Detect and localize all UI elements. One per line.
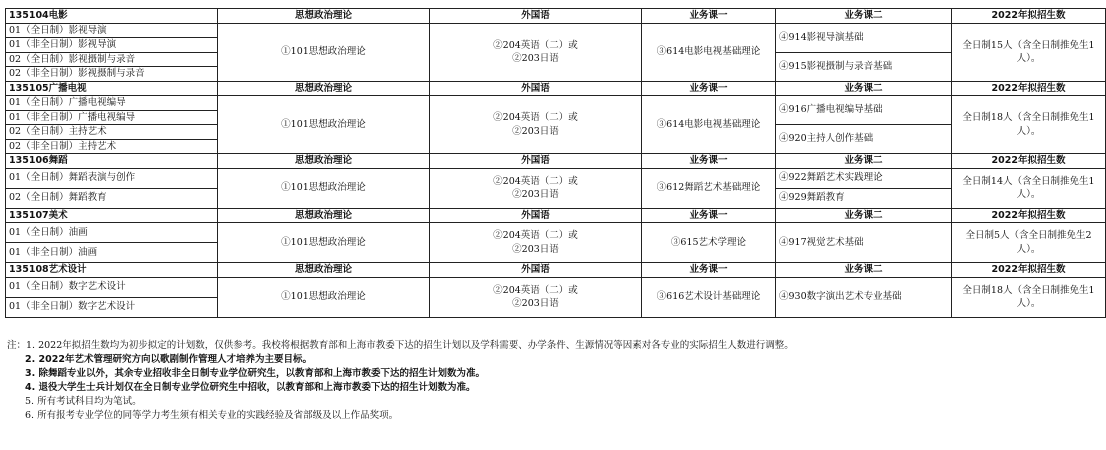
header-course-2: 业务课二	[776, 9, 952, 24]
direction-cell: 01（全日制）广播电视编导	[6, 96, 218, 111]
header-course-2: 业务课二	[776, 154, 952, 169]
foreign-language-option-1: ②204英语（二）或	[493, 284, 578, 296]
header-enrollment: 2022年拟招生数	[952, 154, 1106, 169]
course-2-cell: ④917视觉艺术基础	[776, 223, 952, 263]
header-politics: 思想政治理论	[218, 9, 430, 24]
header-politics: 思想政治理论	[218, 208, 430, 223]
politics-cell: ①101思想政治理论	[218, 23, 430, 81]
direction-cell: 01（全日制）影视导演	[6, 23, 218, 38]
foreign-language-option-1: ②204英语（二）或	[493, 230, 578, 241]
note-5: 5. 所有考试科目均为笔试。	[25, 396, 142, 407]
section-header-row	[6, 154, 1106, 169]
notes-block	[7, 339, 913, 423]
enrollment-cell: 全日制18人（含全日制推免生1人）。	[952, 96, 1106, 154]
program-code: 135108艺术设计	[6, 263, 218, 278]
course-1-cell: ③612舞蹈艺术基础理论	[642, 168, 776, 208]
direction-cell: 01（非全日制）油画	[6, 243, 218, 263]
header-course-2: 业务课二	[776, 263, 952, 278]
politics-cell: ①101思想政治理论	[218, 168, 430, 208]
foreign-language-cell	[430, 96, 642, 154]
course-1-cell: ③616艺术设计基础理论	[642, 277, 776, 317]
note-3: 3. 除舞蹈专业以外，其余专业招收非全日制专业学位研究生，以教育部和上海市教委下达的招生计划数为准。	[25, 368, 486, 379]
header-course-1: 业务课一	[642, 208, 776, 223]
direction-cell: 01（全日制）数字艺术设计	[6, 277, 218, 297]
header-politics: 思想政治理论	[218, 263, 430, 278]
header-politics: 思想政治理论	[218, 81, 430, 96]
course-1-cell: ③615艺术学理论	[642, 223, 776, 263]
header-enrollment: 2022年拟招生数	[952, 263, 1106, 278]
foreign-language-option-2: ②203日语	[512, 243, 559, 255]
direction-cell: 02（全日制）主持艺术	[6, 125, 218, 140]
header-foreign-language: 外国语	[430, 154, 642, 169]
table-row	[6, 168, 1106, 188]
direction-cell: 01（全日制）油画	[6, 223, 218, 243]
section-header-row	[6, 263, 1106, 278]
program-code: 135104电影	[6, 9, 218, 24]
header-foreign-language: 外国语	[430, 9, 642, 24]
header-course-2: 业务课二	[776, 208, 952, 223]
note-4: 4. 退役大学生士兵计划仅在全日制专业学位研究生中招收，以教育部和上海市教委下达的招生计划数为准。	[25, 382, 476, 393]
direction-cell: 01（非全日制）数字艺术设计	[6, 297, 218, 317]
foreign-language-option-2: ②203日语	[512, 125, 559, 137]
foreign-language-option-2: ②203日语	[512, 53, 559, 64]
course-2-cell: ④916广播电视编导基础	[776, 96, 952, 125]
header-enrollment: 2022年拟招生数	[952, 81, 1106, 96]
foreign-language-option-1: ②204英语（二）或	[493, 112, 578, 123]
header-course-1: 业务课一	[642, 9, 776, 24]
table-row	[6, 23, 1106, 38]
course-2-cell: ④914影视导演基础	[776, 23, 952, 52]
foreign-language-option-2: ②203日语	[512, 298, 559, 309]
politics-cell: ①101思想政治理论	[218, 223, 430, 263]
section-header-row	[6, 208, 1106, 223]
header-politics: 思想政治理论	[218, 154, 430, 169]
enrollment-cell: 全日制18人（含全日制推免生1人）。	[952, 277, 1106, 317]
course-2-cell: ④922舞蹈艺术实践理论	[776, 168, 952, 188]
foreign-language-cell	[430, 277, 642, 317]
section-header-row	[6, 81, 1106, 96]
foreign-language-option-1: ②204英语（二）或	[493, 39, 578, 51]
enrollment-cell: 全日制5人（含全日制推免生2人）。	[952, 223, 1106, 263]
direction-cell: 02（非全日制）主持艺术	[6, 139, 218, 154]
enrollment-cell: 全日制14人（含全日制推免生1人）。	[952, 168, 1106, 208]
program-code: 135107美术	[6, 208, 218, 223]
foreign-language-cell	[430, 223, 642, 263]
header-foreign-language: 外国语	[430, 208, 642, 223]
admissions-table	[5, 8, 1106, 318]
program-code: 135106舞蹈	[6, 154, 218, 169]
course-2-cell: ④920主持人创作基础	[776, 125, 952, 154]
enrollment-cell: 全日制15人（含全日制推免生1人）。	[952, 23, 1106, 81]
header-course-1: 业务课一	[642, 81, 776, 96]
table-row	[6, 223, 1106, 243]
foreign-language-option-2: ②203日语	[512, 189, 559, 200]
header-enrollment: 2022年拟招生数	[952, 9, 1106, 24]
direction-cell: 02（全日制）舞蹈教育	[6, 188, 218, 208]
header-course-2: 业务课二	[776, 81, 952, 96]
header-enrollment: 2022年拟招生数	[952, 208, 1106, 223]
header-foreign-language: 外国语	[430, 81, 642, 96]
direction-cell: 02（非全日制）影视摄制与录音	[6, 67, 218, 82]
header-course-1: 业务课一	[642, 154, 776, 169]
note-6: 6. 所有报考专业学位的同等学力考生须有相关专业的实践经验及省部级及以上作品奖项。	[25, 410, 399, 421]
direction-cell: 01（非全日制）广播电视编导	[6, 110, 218, 125]
course-1-cell: ③614电影电视基础理论	[642, 23, 776, 81]
section-header-row	[6, 9, 1106, 24]
course-2-cell: ④929舞蹈教育	[776, 188, 952, 208]
course-2-cell: ④930数字演出艺术专业基础	[776, 277, 952, 317]
program-code: 135105广播电视	[6, 81, 218, 96]
direction-cell: 01（全日制）舞蹈表演与创作	[6, 168, 218, 188]
course-2-cell: ④915影视摄制与录音基础	[776, 52, 952, 81]
politics-cell: ①101思想政治理论	[218, 96, 430, 154]
header-foreign-language: 外国语	[430, 263, 642, 278]
note-1: 注：1. 2022年拟招生数均为初步拟定的计划数，仅供参考。我校将根据教育部和上海市教委下达的招生计划以及学科需要、办学条件、生源情况等因素对各专业的实际招生人数进行调整。	[7, 340, 794, 351]
table-row	[6, 96, 1106, 111]
course-1-cell: ③614电影电视基础理论	[642, 96, 776, 154]
foreign-language-cell	[430, 168, 642, 208]
foreign-language-cell	[430, 23, 642, 81]
direction-cell: 01（非全日制）影视导演	[6, 38, 218, 53]
foreign-language-option-1: ②204英语（二）或	[493, 175, 578, 187]
header-course-1: 业务课一	[642, 263, 776, 278]
table-row	[6, 277, 1106, 297]
politics-cell: ①101思想政治理论	[218, 277, 430, 317]
direction-cell: 02（全日制）影视摄制与录音	[6, 52, 218, 67]
note-2: 2. 2022年艺术管理研究方向以歌剧制作管理人才培养为主要目标。	[25, 354, 312, 365]
